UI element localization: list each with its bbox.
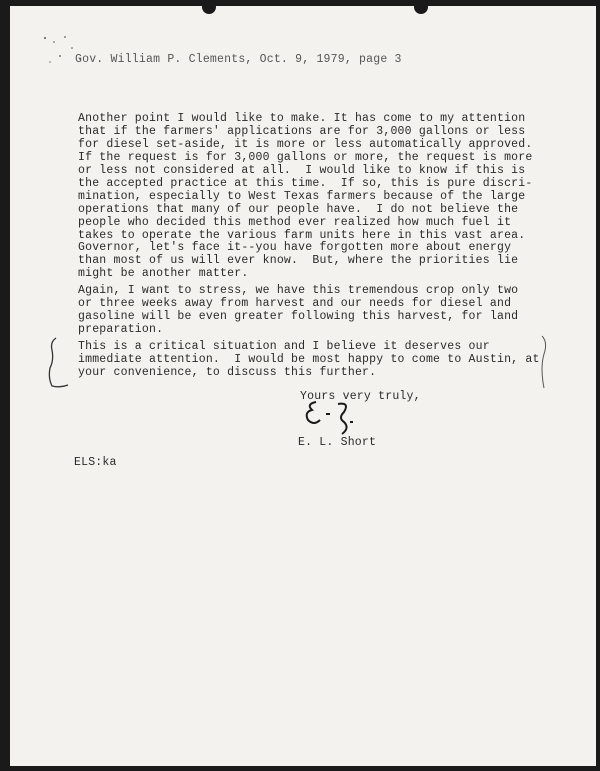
punch-hole	[202, 6, 216, 14]
typist-initials: ELS:ka	[74, 456, 117, 469]
paragraph-1: Another point I would like to make. It has come to my attention that if the farmers' applications are for 3,000 gallons or less for diesel set-aside, it is more or less automatically approved. If the request is for 3,000 gallons or more, the request is more or less not considered at all. I would like to know if this is the accepted practice at this time. If so, this is pure discri- mination, especially to West Texas farmers because of the large operations that many of our people have. I do not believe the people who decided this method ever realized how much fuel it takes to operate the various farm units here in this vast area.	[78, 112, 533, 242]
paragraph-2: Governor, let's face it--you have forgotten more about energy than most of us will ever know. But, where the priorities lie might be another matter.	[78, 241, 519, 280]
page-header: Gov. William P. Clements, Oct. 9, 1979, page 3	[75, 53, 402, 66]
closing: Yours very truly,	[300, 390, 421, 403]
punch-hole	[414, 6, 428, 14]
paragraph-3: Again, I want to stress, we have this tremendous crop only two or three weeks away from harvest and our needs for diesel and gasoline will be even greater following this harvest, for land preparation.	[78, 284, 519, 336]
handwritten-bracket-left	[46, 336, 72, 390]
handwritten-signature	[298, 398, 368, 436]
paragraph-4: This is a critical situation and I believe it deserves our immediate attention. I would be most happy to come to Austin, at your convenience, to discuss this further.	[78, 340, 540, 379]
signer-name: E. L. Short	[298, 436, 377, 449]
handwritten-bracket-right	[536, 332, 552, 392]
